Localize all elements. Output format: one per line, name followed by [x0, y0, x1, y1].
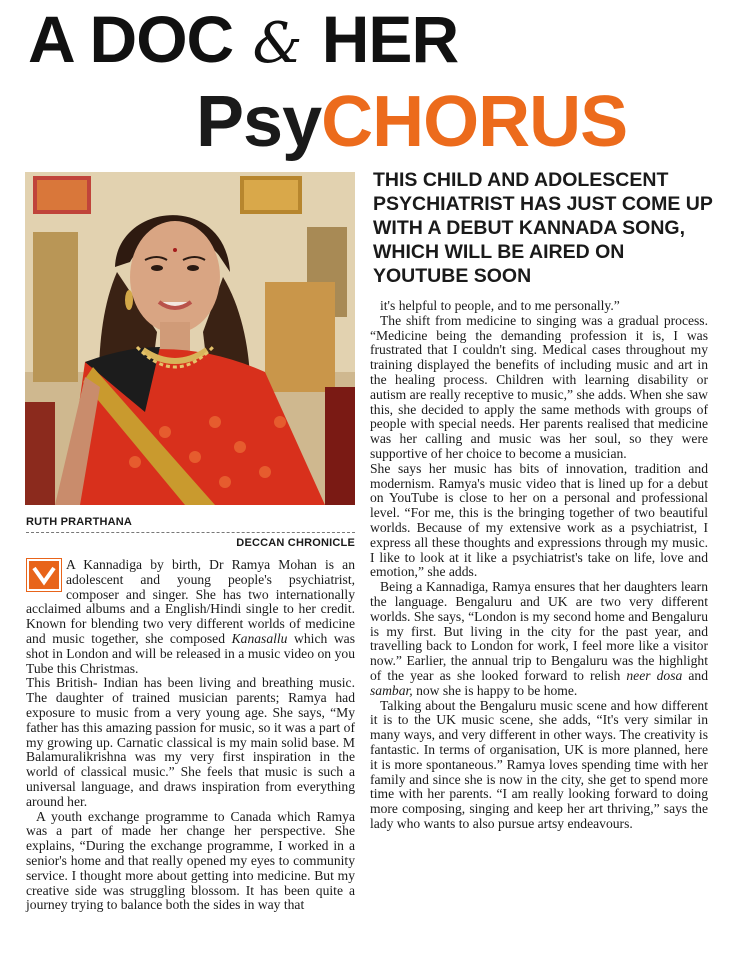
headline-word-psy: Psy	[196, 82, 322, 162]
portrait-photo	[25, 172, 355, 505]
paragraph: Being a Kannadiga, Ramya ensures that her daughters learn the language. Bengaluru and UK are two very different worlds. She says, “London is my second home and Bengaluru is my first. But living in the city for the past year, and travelling back to London for work, I feel more like a visitor now.” Earlier, the annual trip to Bengaluru was the highlight of the year as she looked forward to relish neer dosa and sambar, now she is happy to be home.	[370, 579, 709, 698]
deck-subheadline: THIS CHILD AND ADOLESCENT PSYCHIATRIST HAS JUST COME UP WITH A DEBUT KANNADA SONG, WHICH WILL BE AIRED ON YOUTUBE SOON	[373, 169, 713, 287]
headline-line-1	[28, 2, 459, 76]
headline-word-chorus: CHORUS	[321, 82, 628, 162]
body-column-right	[370, 299, 708, 832]
headline-line-2	[196, 82, 628, 162]
source-credit: DECCAN CHRONICLE	[236, 537, 355, 549]
paragraph: A youth exchange programme to Canada which Ramya was a part of made her change her perspective. She explains, “During the exchange programme, I worked in a senior's home and that really opened my eyes to community service. I thought more about getting into medicine. But my creative side was struggling blossom. It has been quite a journey trying to balance both the sides in way that	[26, 808, 355, 913]
body-column-left	[26, 558, 355, 913]
paragraph: The shift from medicine to singing was a gradual process. “Medicine being the demanding profession it is, I was frustrated that I couldn't sing. Medical cases throughout my training displayed the benefits of including music and art in the healing process. Children with learning disability or autism are really receptive to music,” she adds. When she saw this, she decided to apply the same methods with groups of people with special needs. Her parents realised that medicine was her calling and music was her soul, so they were supportive of her choice to become a musician.	[370, 312, 708, 461]
song-title: Kanasallu	[231, 630, 288, 646]
paragraph: Talking about the Bengaluru music scene and how different it is to the UK music scene, she adds, “It's very similar in many ways, and very different in other ways. The creativity is fantastic. In terms of organisation, UK is more planned, here it is more spontaneous.” Ramya loves spending time with her family and since she is now in the city, she get to spend more time with her parents. “I am really looking forward to doing more composing, singing and keep her art thriving,” says the lady who wants to also pursue artsy endeavours.	[370, 697, 708, 831]
headline-word-her: HER	[321, 2, 459, 76]
headline-word-a-doc: A DOC	[28, 2, 234, 76]
byline: RUTH PRARTHANA	[26, 516, 133, 528]
paragraph: it's helpful to people, and to me personally.”	[380, 298, 620, 313]
paragraph: A Kannadiga by birth, Dr Ramya Mohan is an adolescent and young people's psychiatrist, composer and singer. She has two internationally acclaimed albums and a English/Hindi single to her credit. Known for blending two very different worlds of medicine and music together, she composed Kanasallu which was shot in London and will be released in a music video on you Tube this Christmas.	[26, 557, 355, 676]
paragraph: This British- Indian has been living and breathing music. The daughter of trained musician parents; Ramya had exposure to music from a very young age. She says, “My father has this amazing passion for music, so it was a part of my growing up. Carnatic classical is my main solid base. M Balamuralikrishna was my very first inspiration in the world of classical music.” She feels that music is such a universal language, and draws inspiration from everything around her.	[26, 675, 355, 809]
ampersand-glyph: &	[252, 11, 303, 76]
byline-divider	[26, 532, 355, 533]
paragraph: She says her music has bits of innovation, tradition and modernism. Ramya's music video that is lined up for a debut on YouTube is close to her on a personal and professional level. “For me, this is the bringing together of two beautiful worlds. Because of my extensive work as a psychiatrist, I express all these thoughts and expressions through my music. I like to look at it like a psychiatrist's take on life, love and emotion,” she adds.	[370, 460, 708, 580]
